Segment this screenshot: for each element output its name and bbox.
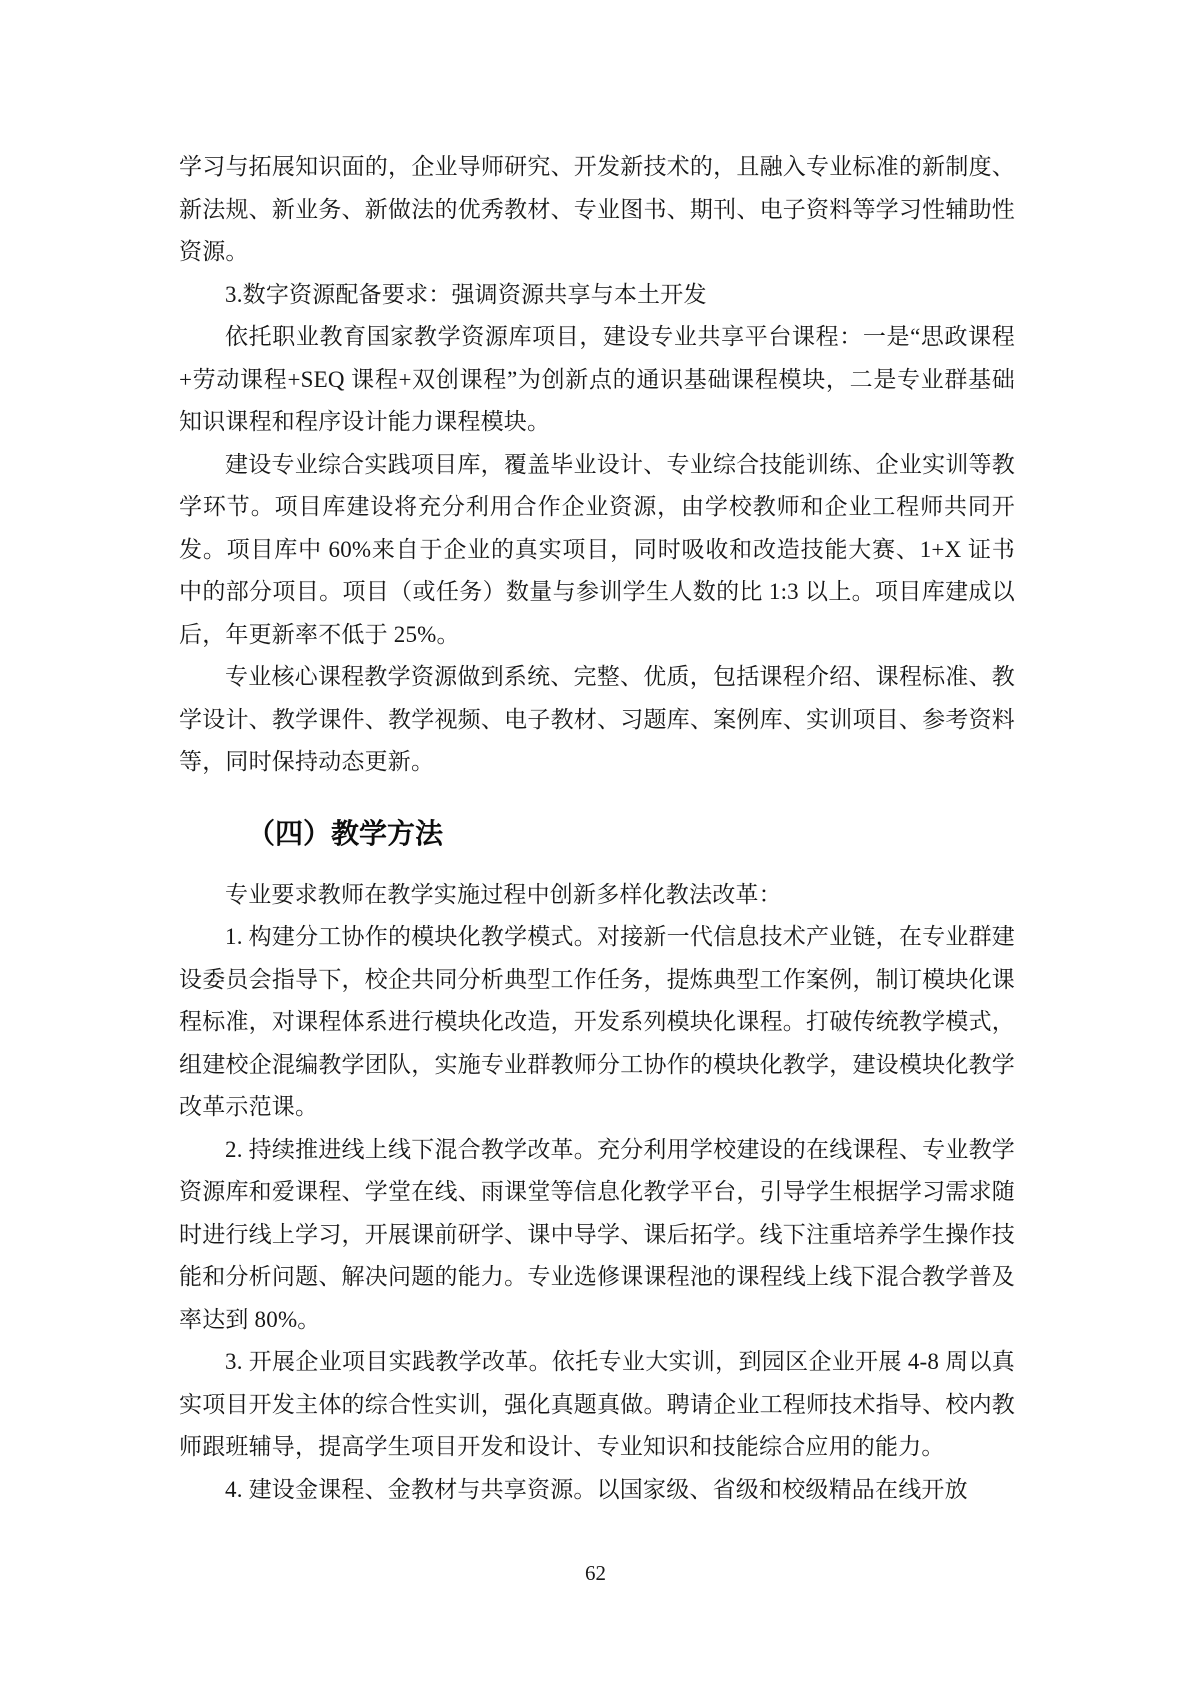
paragraph-teaching-reform-intro: 专业要求教师在教学实施过程中创新多样化教法改革：: [225, 881, 782, 907]
paragraph-item-2-blended-teaching: 2. 持续推进线上线下混合教学改革。充分利用学校建设的在线课程、专业教学资源库和爱课程、学堂在线、雨课堂等信息化教学平台，引导学生根据学习需求随时进行线上学习，开展课前研学、课中导学、课后拓学。线下注重培养学生操作技能和分析问题、解决问题的能力。专业选修课课程池的课程线上线下混合教学普及率达到 80%。: [179, 1136, 1015, 1332]
paragraph-item-3-enterprise-project: 3. 开展企业项目实践教学改革。依托专业大实训，到园区企业开展 4-8 周以真实项目开发主体的综合性实训，强化真题真做。聘请企业工程师技术指导、校内教师跟班辅导，提高学生项目开发和设计、专业知识和技能综合应用的能力。: [179, 1349, 1015, 1459]
paragraph-digital-resources-heading: 3.数字资源配备要求：强调资源共享与本土开发: [225, 281, 707, 307]
section-heading-teaching-methods: （四）教学方法: [247, 817, 444, 849]
paragraph-practice-project-library: 建设专业综合实践项目库，覆盖毕业设计、专业综合技能训练、企业实训等教学环节。项目库建设将充分利用合作企业资源，由学校教师和企业工程师共同开发。项目库中 60%来自于企业的真实项目，同时吸收和改造技能大赛、1+X 证书中的部分项目。项目（或任务）数量与参训学生人数的比 1:3 以上。项目库建成以后，年更新率不低于 25%。: [179, 451, 1015, 647]
paragraph-resource-library: 依托职业教育国家教学资源库项目，建设专业共享平台课程：一是“思政课程+劳动课程+SEQ 课程+双创课程”为创新点的通识基础课程模块，二是专业群基础知识课程和程序设计能力课程模块。: [179, 324, 1015, 434]
paragraph-item-1-modular-teaching: 1. 构建分工协作的模块化教学模式。对接新一代信息技术产业链，在专业群建设委员会指导下，校企共同分析典型工作任务，提炼典型工作案例，制订模块化课程标准，对课程体系进行模块化改造，开发系列模块化课程。打破传统教学模式，组建校企混编教学团队，实施专业群教师分工协作的模块化教学，建设模块化教学改革示范课。: [179, 924, 1015, 1119]
page-number: 62: [585, 1561, 606, 1585]
paragraph-continuation: 学习与拓展知识面的，企业导师研究、开发新技术的，且融入专业标准的新制度、新法规、新业务、新做法的优秀教材、专业图书、期刊、电子资料等学习性辅助性资源。: [179, 154, 1015, 264]
paragraph-core-course-resources: 专业核心课程教学资源做到系统、完整、优质，包括课程介绍、课程标准、教学设计、教学课件、教学视频、电子教材、习题库、案例库、实训项目、参考资料等，同时保持动态更新。: [179, 664, 1015, 774]
paragraph-item-4-gold-courses: 4. 建设金课程、金教材与共享资源。以国家级、省级和校级精品在线开放: [225, 1476, 968, 1502]
page-body: [179, 146, 1015, 1511]
